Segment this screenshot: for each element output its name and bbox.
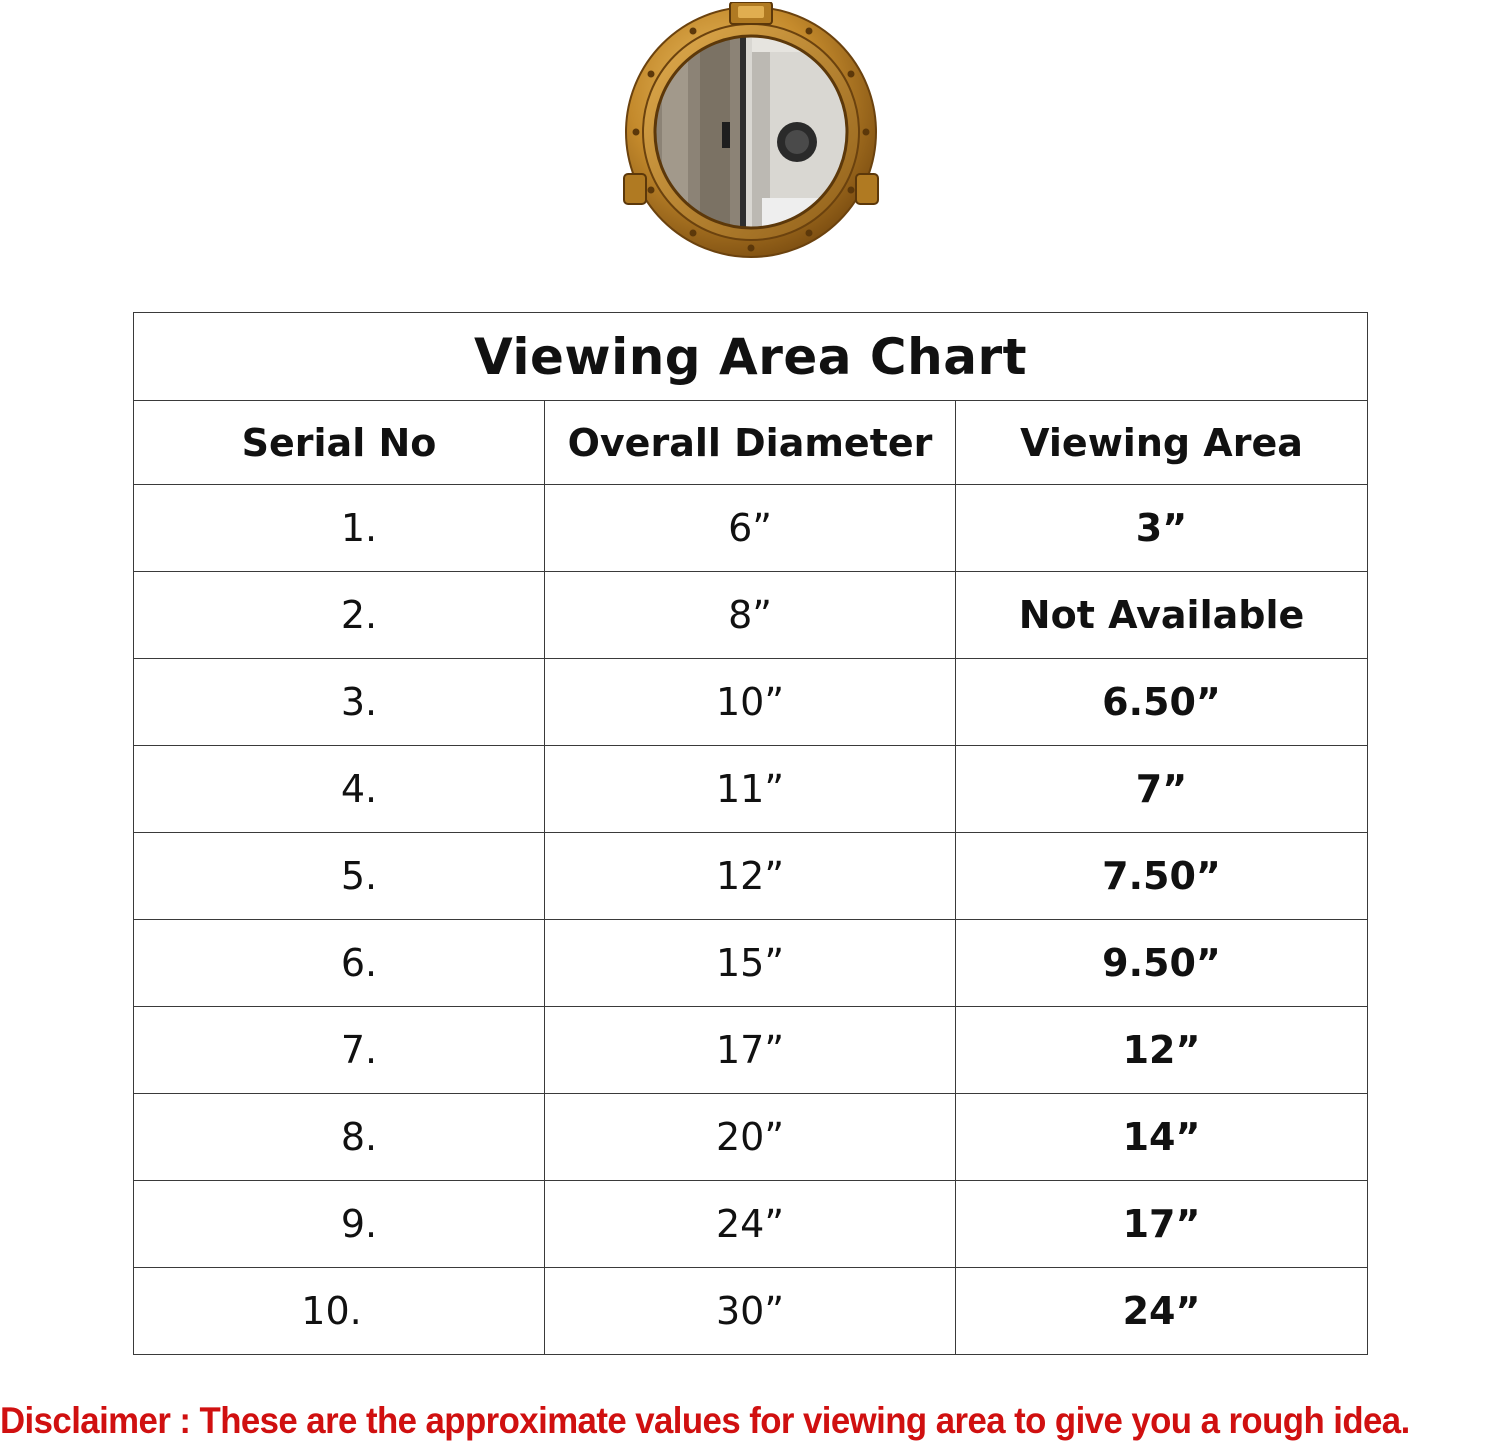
diameter-cell: 15” bbox=[545, 920, 956, 1007]
viewing-area-cell: 17” bbox=[956, 1181, 1368, 1268]
viewing-area-cell: 12” bbox=[956, 1007, 1368, 1094]
serial-cell: 8. bbox=[134, 1094, 545, 1181]
viewing-area-cell: 24” bbox=[956, 1268, 1368, 1355]
table-header-row bbox=[134, 401, 1368, 485]
table-row bbox=[134, 1268, 1368, 1355]
viewing-area-cell: 3” bbox=[956, 485, 1368, 572]
diameter-cell: 11” bbox=[545, 746, 956, 833]
table-row bbox=[134, 1094, 1368, 1181]
table-row bbox=[134, 1007, 1368, 1094]
diameter-cell: 10” bbox=[545, 659, 956, 746]
viewing-area-table bbox=[133, 312, 1368, 1355]
diameter-cell: 24” bbox=[545, 1181, 956, 1268]
table-title: Viewing Area Chart bbox=[134, 313, 1368, 401]
table-row bbox=[134, 1181, 1368, 1268]
viewing-area-cell: Not Available bbox=[956, 572, 1368, 659]
header-viewing-area: Viewing Area bbox=[956, 401, 1368, 485]
diameter-cell: 12” bbox=[545, 833, 956, 920]
viewing-area-cell: 14” bbox=[956, 1094, 1368, 1181]
header-overall-diameter: Overall Diameter bbox=[545, 401, 956, 485]
disclaimer-text: Disclaimer : These are the approximate values for viewing area to give you a rough idea. bbox=[0, 1400, 1410, 1441]
serial-cell: 10. bbox=[134, 1268, 545, 1355]
serial-cell: 5. bbox=[134, 833, 545, 920]
porthole-mirror-image bbox=[622, 2, 880, 258]
table-row bbox=[134, 920, 1368, 1007]
serial-cell: 6. bbox=[134, 920, 545, 1007]
serial-cell: 9. bbox=[134, 1181, 545, 1268]
table-row bbox=[134, 485, 1368, 572]
serial-cell: 4. bbox=[134, 746, 545, 833]
viewing-area-cell: 7.50” bbox=[956, 833, 1368, 920]
serial-cell: 2. bbox=[134, 572, 545, 659]
viewing-area-cell: 9.50” bbox=[956, 920, 1368, 1007]
diameter-cell: 6” bbox=[545, 485, 956, 572]
serial-cell: 1. bbox=[134, 485, 545, 572]
serial-cell: 7. bbox=[134, 1007, 545, 1094]
viewing-area-cell: 6.50” bbox=[956, 659, 1368, 746]
table-row bbox=[134, 833, 1368, 920]
diameter-cell: 20” bbox=[545, 1094, 956, 1181]
table-title-row bbox=[134, 313, 1368, 401]
diameter-cell: 30” bbox=[545, 1268, 956, 1355]
serial-cell: 3. bbox=[134, 659, 545, 746]
table-row bbox=[134, 659, 1368, 746]
table-row bbox=[134, 746, 1368, 833]
diameter-cell: 8” bbox=[545, 572, 956, 659]
viewing-area-cell: 7” bbox=[956, 746, 1368, 833]
header-serial-no: Serial No bbox=[134, 401, 545, 485]
diameter-cell: 17” bbox=[545, 1007, 956, 1094]
table-row bbox=[134, 572, 1368, 659]
